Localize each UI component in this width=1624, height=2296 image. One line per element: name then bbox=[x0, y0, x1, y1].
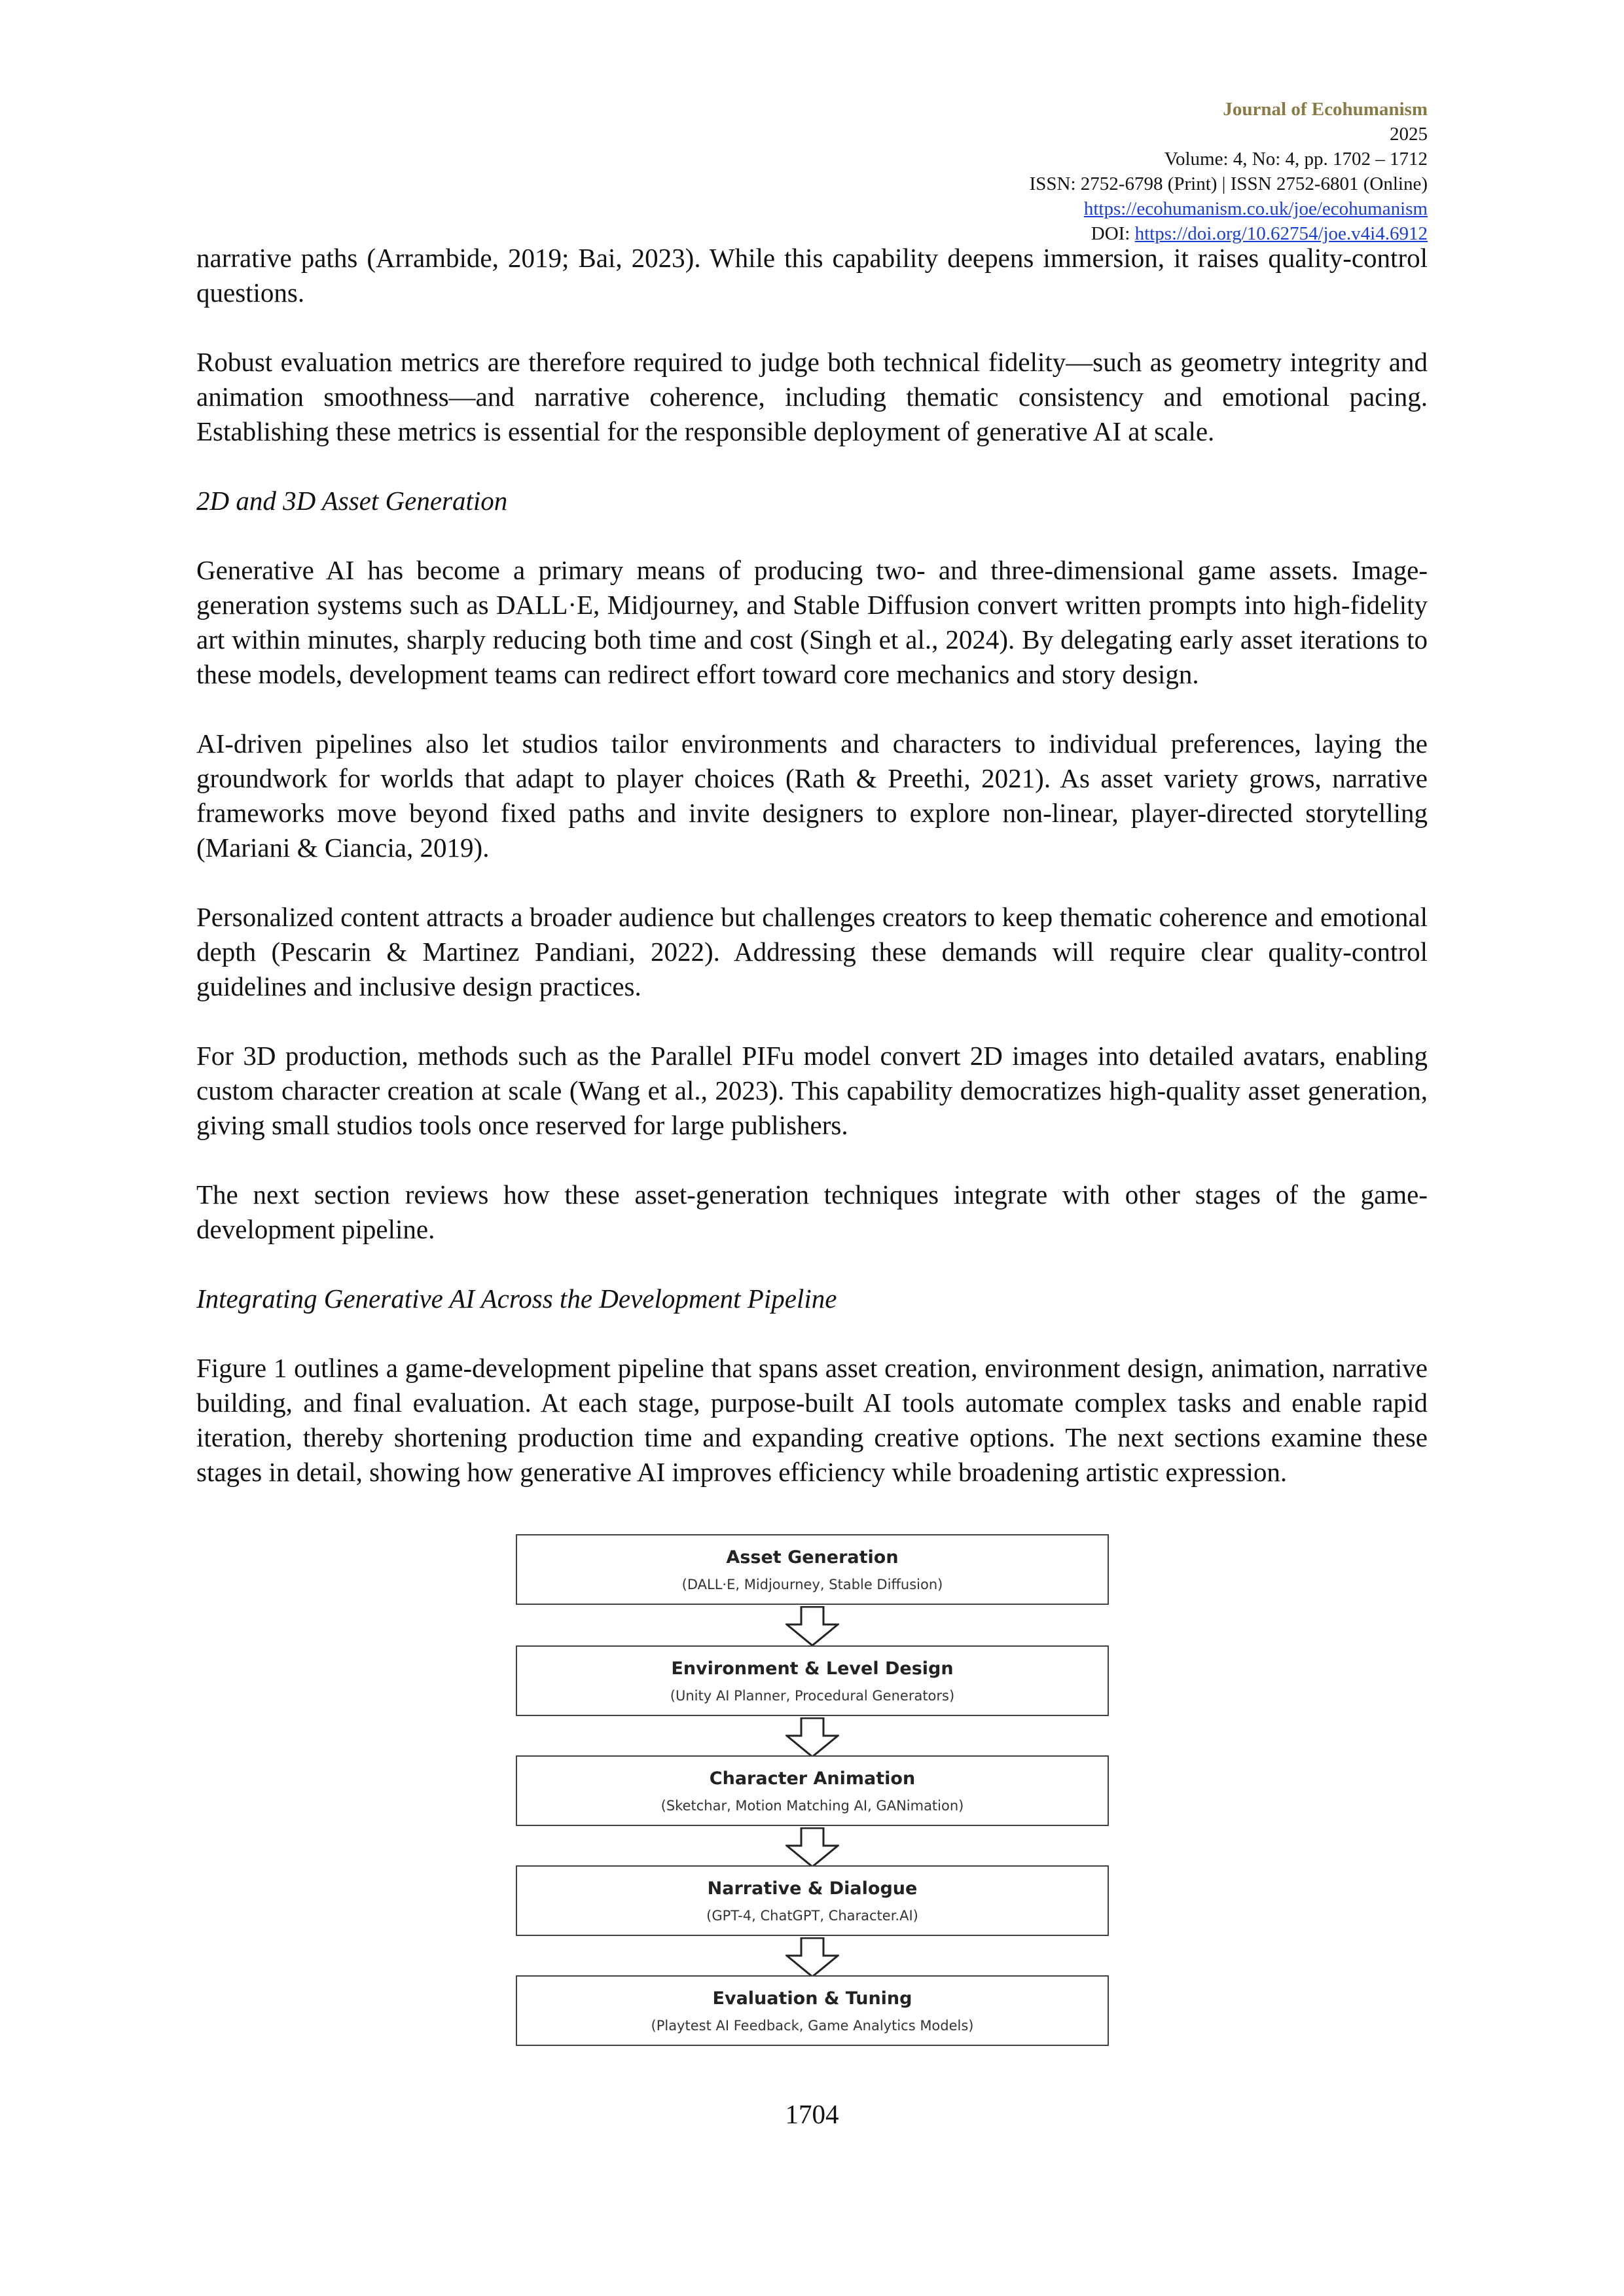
stage-box-character-animation bbox=[516, 1755, 1109, 1826]
article-body bbox=[196, 241, 1428, 1524]
stage-subtitle: (Sketchar, Motion Matching AI, GANimation) bbox=[660, 1798, 964, 1814]
paragraph: AI-driven pipelines also let studios tailor environments and characters to individual preferences, laying the groundwork for worlds that adapt to player choices (Rath & Preethi, 2021). As asset variety grows, narrative frameworks move beyond fixed paths and invite designers to explore non-linear, player-directed storytelling (Mariani & Ciancia, 2019). bbox=[196, 728, 1428, 863]
paragraph: Robust evaluation metrics are therefore required to judge both technical fidelity—such as geometry integrity and animation smoothness—and narrative coherence, including thematic consistency and emotional pacing. Establishing these metrics is essential for the responsible deployment of generative AI at scale. bbox=[196, 347, 1428, 446]
down-arrow-icon bbox=[785, 1937, 839, 1978]
section-heading: Integrating Generative AI Across the Development Pipeline bbox=[196, 1283, 837, 1314]
stage-title: Environment & Level Design bbox=[671, 1659, 954, 1679]
paragraph: Figure 1 outlines a game-development pipeline that spans asset creation, environment design, animation, narrative building, and final evaluation. At each stage, purpose-built AI tools automate complex tasks and enable rapid iteration, thereby shortening production time and expanding creative options. The next sections examine these stages in detail, showing how generative AI improves efficiency while broadening artistic expression. bbox=[196, 1353, 1428, 1487]
stage-box-evaluation-tuning bbox=[516, 1975, 1109, 2046]
section-heading: 2D and 3D Asset Generation bbox=[196, 486, 508, 516]
stage-box-asset-generation bbox=[516, 1534, 1109, 1605]
journal-header bbox=[1030, 97, 1428, 246]
stage-box-environment-level-design bbox=[516, 1645, 1109, 1716]
paragraph: For 3D production, methods such as the Parallel PIFu model convert 2D images into detailed avatars, enabling custom character creation at scale (Wang et al., 2023). This capability democratizes high-quality asset generation, giving small studios tools once reserved for large publishers. bbox=[196, 1041, 1428, 1140]
stage-subtitle: (DALL·E, Midjourney, Stable Diffusion) bbox=[681, 1577, 943, 1592]
stage-title: Character Animation bbox=[709, 1768, 916, 1789]
journal-year: 2025 bbox=[1390, 124, 1428, 145]
journal-volume: Volume: 4, No: 4, pp. 1702 – 1712 bbox=[1164, 149, 1428, 170]
pipeline-flowchart bbox=[516, 1534, 1111, 2066]
stage-subtitle: (Playtest AI Feedback, Game Analytics Models) bbox=[651, 2018, 974, 2034]
doi-label: DOI: bbox=[1091, 223, 1135, 244]
stage-box-narrative-dialogue bbox=[516, 1865, 1109, 1936]
stage-title: Asset Generation bbox=[726, 1547, 899, 1568]
paragraph: The next section reviews how these asset-generation techniques integrate with other stages of the game-development pipeline. bbox=[196, 1179, 1428, 1244]
stage-subtitle: (GPT-4, ChatGPT, Character.AI) bbox=[706, 1908, 918, 1924]
paragraph: Personalized content attracts a broader audience but challenges creators to keep thematic coherence and emotional depth (Pescarin & Martinez Pandiani, 2022). Addressing these demands will require clear quality-control guidelines and inclusive design practices. bbox=[196, 902, 1428, 1001]
doi-link[interactable]: https://doi.org/10.62754/joe.v4i4.6912 bbox=[1134, 223, 1428, 244]
paragraph: narrative paths (Arrambide, 2019; Bai, 2023). While this capability deepens immersion, it raises quality-control questions. bbox=[196, 243, 1428, 308]
page-number: 1704 bbox=[785, 2099, 839, 2129]
stage-title: Narrative & Dialogue bbox=[707, 1878, 918, 1899]
journal-issn: ISSN: 2752-6798 (Print) | ISSN 2752-6801 (Online) bbox=[1029, 173, 1428, 194]
down-arrow-icon bbox=[785, 1606, 839, 1647]
paragraph: Generative AI has become a primary means of producing two- and three-dimensional game assets. Image-generation systems such as DALL·E, Midjourney, and Stable Diffusion convert written prompts into high-fidelity art within minutes, sharply reducing both time and cost (Singh et al., 2024). By delegating early asset iterations to these models, development teams can redirect effort toward core mechanics and story design. bbox=[196, 555, 1428, 689]
down-arrow-icon bbox=[785, 1717, 839, 1758]
stage-subtitle: (Unity AI Planner, Procedural Generators) bbox=[670, 1688, 955, 1704]
stage-title: Evaluation & Tuning bbox=[712, 1988, 912, 2009]
journal-url-link[interactable]: https://ecohumanism.co.uk/joe/ecohumanism bbox=[1083, 198, 1428, 219]
journal-name: Journal of Ecohumanism bbox=[1223, 99, 1428, 120]
down-arrow-icon bbox=[785, 1827, 839, 1868]
